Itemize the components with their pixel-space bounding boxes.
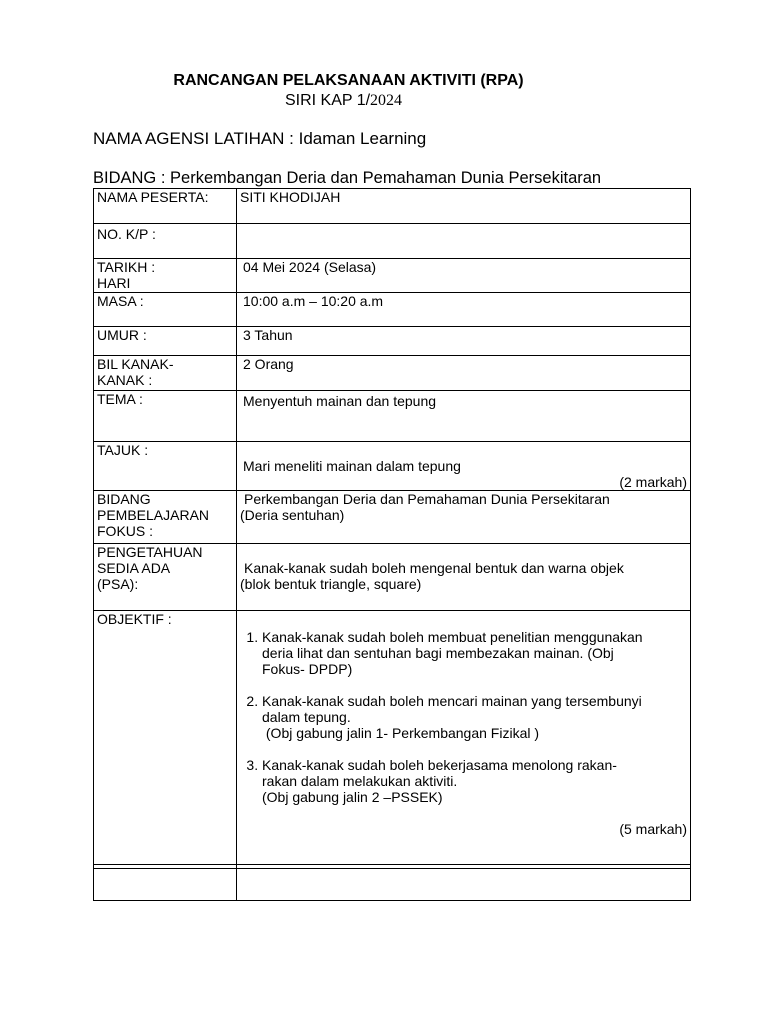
bidang-fokus-label-3: FOKUS :	[97, 523, 154, 539]
document-subtitle	[0, 92, 687, 110]
tajuk-value: Mari meneliti mainan dalam tepung	[243, 458, 461, 474]
psa-label-1: PENGETAHUAN	[97, 544, 203, 560]
nama-value: SITI KHODIJAH	[237, 189, 691, 224]
rpa-table	[93, 188, 691, 901]
objektif-label: OBJEKTIF :	[94, 611, 237, 865]
bidang-fokus-value	[237, 491, 691, 544]
nama-label: NAMA PESERTA:	[94, 189, 237, 224]
objektif-1-line-1: 1. Kanak-kanak sudah boleh membuat penelitian menggunakan	[262, 629, 643, 645]
tarikh-label-1: TARIKH :	[97, 259, 156, 275]
masa-label: MASA :	[94, 293, 237, 327]
bidang-fokus-label	[94, 491, 237, 544]
umur-value: 3 Tahun	[237, 327, 691, 356]
objektif-item-2	[262, 693, 687, 741]
row-psa	[94, 544, 691, 611]
subtitle-year: 2024	[370, 92, 403, 109]
objektif-item-3	[262, 757, 687, 805]
tajuk-label: TAJUK :	[94, 442, 237, 491]
bidang-fokus-value-2: (Deria sentuhan)	[240, 507, 345, 523]
tajuk-cell	[237, 442, 691, 491]
objektif-item-1	[262, 629, 687, 677]
row-tarikh	[94, 259, 691, 293]
row-bidang-fokus	[94, 491, 691, 544]
subtitle-prefix: SIRI KAP 1/	[284, 92, 371, 109]
row-tema	[94, 391, 691, 442]
kp-value	[237, 224, 691, 259]
psa-label-2: SEDIA ADA	[97, 560, 171, 576]
objektif-cell	[237, 611, 691, 865]
objektif-2-line-1: 2. Kanak-kanak sudah boleh mencari mainan yang tersembunyi	[262, 693, 642, 709]
empty-value	[237, 869, 691, 901]
psa-label-3: (PSA):	[97, 576, 139, 592]
row-nama	[94, 189, 691, 224]
tarikh-label	[94, 259, 237, 293]
psa-value	[237, 544, 691, 611]
bidang-fokus-label-1: BIDANG	[97, 491, 151, 507]
row-masa	[94, 293, 691, 327]
bil-label-2: KANAK :	[97, 372, 153, 388]
psa-label	[94, 544, 237, 611]
masa-value: 10:00 a.m – 10:20 a.m	[237, 293, 691, 327]
row-tajuk	[94, 442, 691, 491]
document-title: RANCANGAN PELAKSANAAN AKTIVITI (RPA)	[173, 72, 524, 89]
empty-label	[94, 869, 237, 901]
objektif-2-line-3: (Obj gabung jalin 1- Perkembangan Fizikal )	[262, 725, 540, 741]
bil-label	[94, 356, 237, 391]
tarikh-label-2: HARI	[97, 275, 131, 291]
objektif-3-line-1: 3. Kanak-kanak sudah boleh bekerjasama menolong rakan-	[262, 757, 617, 773]
umur-label: UMUR :	[94, 327, 237, 356]
objektif-1-line-3: Fokus- DPDP)	[262, 661, 353, 677]
row-kp	[94, 224, 691, 259]
kp-label: NO. K/P :	[94, 224, 237, 259]
row-empty	[94, 869, 691, 901]
objektif-list	[240, 629, 687, 805]
tarikh-value: 04 Mei 2024 (Selasa)	[237, 259, 691, 293]
objektif-3-line-3: (Obj gabung jalin 2 –PSSEK)	[262, 789, 443, 805]
objektif-markah: (5 markah)	[619, 821, 687, 837]
objektif-2-line-2: dalam tepung.	[262, 709, 351, 725]
bidang-fokus-value-1: Perkembangan Deria dan Pemahaman Dunia Persekitaran	[244, 491, 610, 507]
tajuk-markah: (2 markah)	[619, 474, 687, 490]
psa-value-1: Kanak-kanak sudah boleh mengenal bentuk dan warna objek	[244, 560, 624, 576]
row-bil	[94, 356, 691, 391]
bil-label-1: BIL KANAK-	[97, 356, 174, 372]
tema-label: TEMA :	[94, 391, 237, 442]
bidang-line: BIDANG : Perkembangan Deria dan Pemahaman Dunia Persekitaran	[93, 169, 602, 187]
psa-value-2: (blok bentuk triangle, square)	[240, 576, 422, 592]
bil-value: 2 Orang	[237, 356, 691, 391]
tema-value: Menyentuh mainan dan tepung	[237, 391, 691, 442]
objektif-1-line-2: deria lihat dan sentuhan bagi membezakan mainan. (Obj	[262, 645, 614, 661]
row-objektif	[94, 611, 691, 865]
objektif-3-line-2: rakan dalam melakukan aktiviti.	[262, 773, 458, 789]
agensi-line: NAMA AGENSI LATIHAN : Idaman Learning	[93, 129, 427, 148]
row-umur	[94, 327, 691, 356]
bidang-fokus-label-2: PEMBELAJARAN	[97, 507, 210, 523]
